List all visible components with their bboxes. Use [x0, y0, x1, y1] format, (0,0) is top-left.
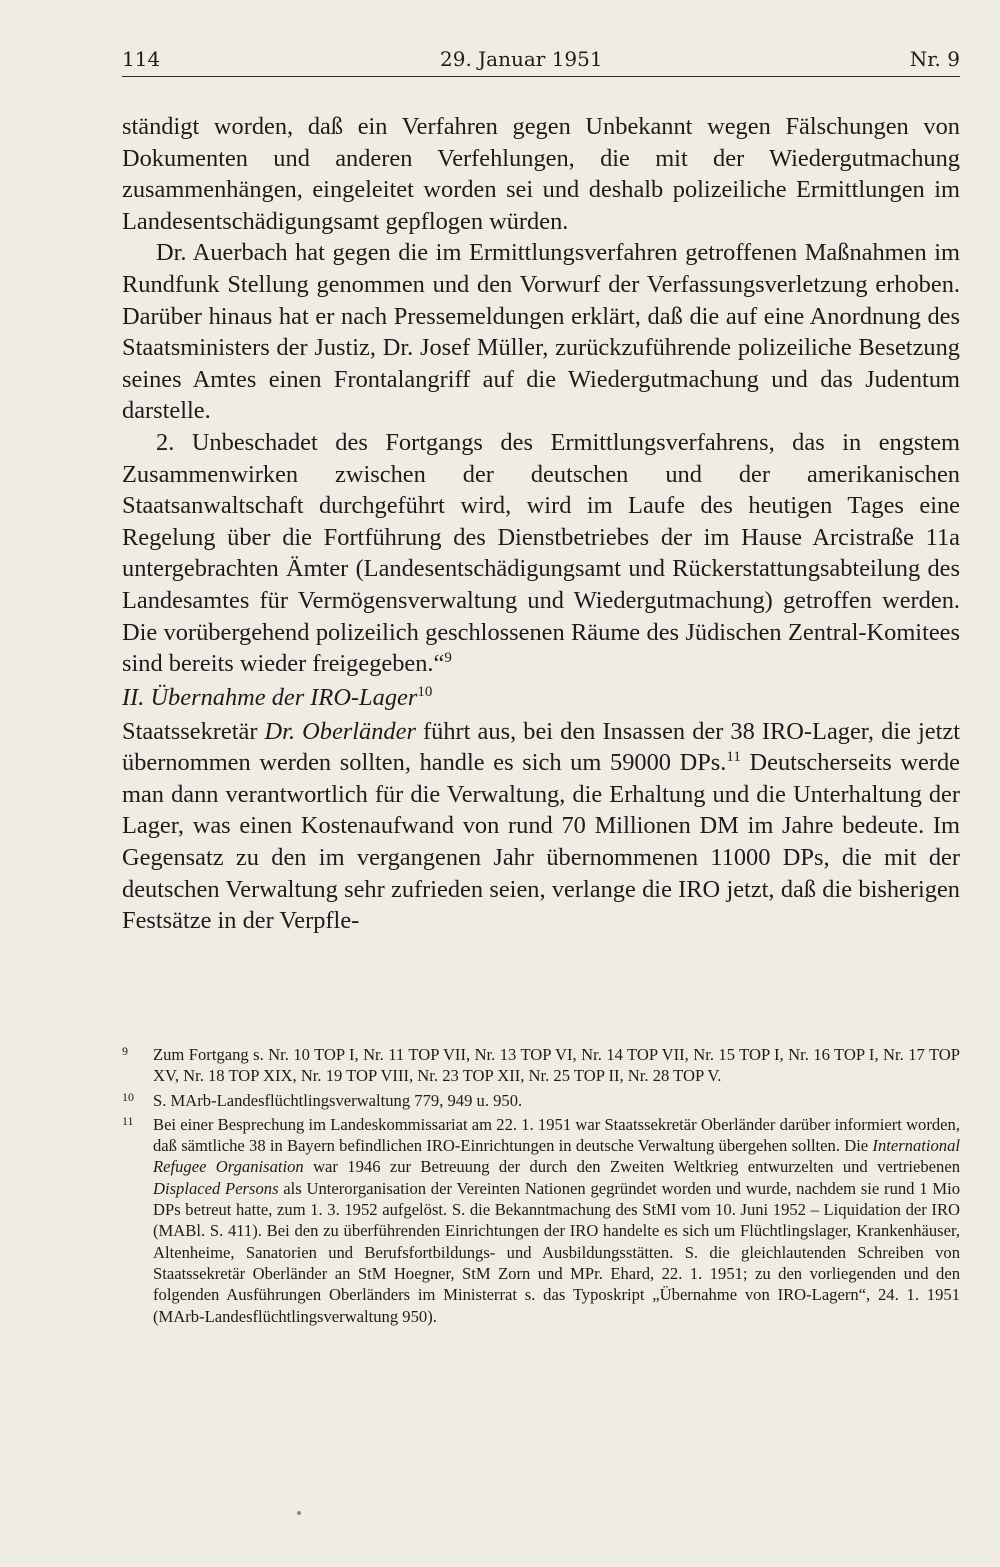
- footnote-ref-10: 10: [417, 683, 433, 700]
- header-date: 29. Januar 1951: [440, 47, 603, 71]
- footnote-11: [122, 1114, 960, 1327]
- footnote-ref-9: 9: [444, 649, 452, 666]
- footnotes: [122, 1044, 960, 1330]
- main-text: [122, 111, 960, 937]
- footnote-number: 11: [122, 1113, 134, 1128]
- document-number: Nr. 9: [909, 47, 960, 71]
- paragraph-4-end: Deutscherseits werde man dann verantwortlich für die Verwaltung, die Erhaltung und die Unterhaltung der Lager, was einen Kostenaufwand von rund 70 Millionen DM im Jahre bedeute. Im Gegensatz zu den im vergangenen Jahr übernommenen 11000 DPs, die mit der deutschen Verwaltung sehr zufrieden seien, verlange die IRO jetzt, daß die bisherigen Festsätze in der Verpfle-: [122, 749, 960, 935]
- displaced-persons-term: Displaced Persons: [153, 1178, 279, 1198]
- paragraph-4: [122, 716, 960, 937]
- footnote-11-part-c: als Unterorganisation der Vereinten Nationen gegründet worden und wurde, nachdem sie rund 1 Mio DPs betreut hatte, zum 1. 3. 1952 aufgelöst. S. die Bekanntmachung des StMI vom 10. Juni 1952 – Liquidation der IRO (MABl. S. 411). Bei den zu überführenden Einrichtungen der IRO handelte es sich um Flüchtlingslager, Krankenhäuser, Altenheime, Sanatorien und Berufsfortbildungs- und Ausbildungsstätten. S. die gleichlautenden Schreiben von Staatssekretär Oberländer an StM Hoegner, StM Zorn und MPr. Ehard, 22. 1. 1951; zu den vorliegenden und den folgenden Ausführungen Oberländers im Ministerrat s. das Typoskript „Übernahme von IRO-Lagern“, 24. 1. 1951 (MArb-Landesflüchtlingsverwaltung 950).: [153, 1178, 960, 1326]
- paragraph-4-mid: führt aus, bei den Insassen der 38 IRO-Lager, die jetzt übernommen werden sollten, handle es sich um 59000 DPs.: [122, 717, 960, 777]
- organisation-name: International Refugee Organisation: [153, 1136, 960, 1177]
- footnote-text: S. MArb-Landesflüchtlingsverwaltung 779, 949 u. 950.: [153, 1090, 523, 1110]
- paragraph-4-start: Staatssekretär: [122, 717, 265, 745]
- section-heading-text: II. Übernahme der IRO-Lager: [122, 683, 418, 711]
- speaker-name: Dr. Oberländer: [264, 717, 416, 745]
- footnote-11-part-a: Bei einer Besprechung im Landeskommissariat am 22. 1. 1951 war Staatssekretär Oberländer darüber informiert worden, daß sämtliche 38 in Bayern befindlichen IRO-Einrichtungen in deutsche Verwaltung übergehen sollten. Die: [153, 1114, 960, 1156]
- paragraph-3-text: 2. Unbeschadet des Fortgangs des Ermittlungsverfahrens, das in engstem Zusammenwirken zwischen der deutschen und der amerikanischen Staatsanwaltschaft durchgeführt wird, wird im Laufe des heutigen Tages eine Regelung über die Fortführung des Dienstbetriebes der im Hause Arcistraße 11a untergebrachten Ämter (Landesentschädigungsamt und Rückerstattungsabteilung des Landesamtes für Vermögensverwaltung und Wiedergutmachung) getroffen werden. Die vorübergehend polizeilich geschlossenen Räume des Jüdischen Zentral-Komitees sind bereits wieder freigegeben.“: [122, 428, 960, 678]
- running-header: [122, 42, 960, 77]
- footnote-9: [122, 1044, 960, 1087]
- footnote-number: 10: [122, 1089, 134, 1104]
- footnote-text: [153, 1115, 960, 1326]
- paper-speck: [297, 1511, 301, 1515]
- footnote-11-part-b: war 1946 zur Betreuung der durch den Zweiten Weltkrieg entwurzelten und vertriebenen: [303, 1157, 960, 1177]
- footnote-number: 9: [122, 1044, 128, 1058]
- page-number: 114: [122, 47, 161, 71]
- footnote-ref-11: 11: [726, 749, 741, 766]
- footnote-text: Zum Fortgang s. Nr. 10 TOP I, Nr. 11 TOP VII, Nr. 13 TOP VI, Nr. 14 TOP VII, Nr. 15 TOP I, Nr. 16 TOP I, Nr. 17 TOP XV, Nr. 18 TOP XIX, Nr. 19 TOP VIII, Nr. 23 TOP XII, Nr. 25 TOP II, Nr. 28 TOP V.: [153, 1045, 960, 1086]
- paragraph-2: Dr. Auerbach hat gegen die im Ermittlungsverfahren getroffenen Maßnahmen im Rundfunk Stellung genommen und den Vorwurf der Verfassungsverletzung erhoben. Darüber hinaus hat er nach Pressemeldungen erklärt, daß die auf eine Anordnung des Staatsministers der Justiz, Dr. Josef Müller, zurückzuführende polizeiliche Besetzung seines Amtes einen Frontalangriff auf die Wiedergutmachung und das Judentum darstelle.: [122, 239, 960, 425]
- footnote-10: [122, 1090, 960, 1111]
- paragraph-1: ständigt worden, daß ein Verfahren gegen Unbekannt wegen Fälschungen von Dokumenten und anderen Verfehlungen, die mit der Wiedergutmachung zusammenhängen, eingeleitet worden sei und deshalb polizeiliche Ermittlungen im Landesentschädigungsamt gepflogen würden.: [122, 113, 960, 235]
- paragraph-3: [122, 427, 960, 680]
- section-heading: [122, 680, 960, 716]
